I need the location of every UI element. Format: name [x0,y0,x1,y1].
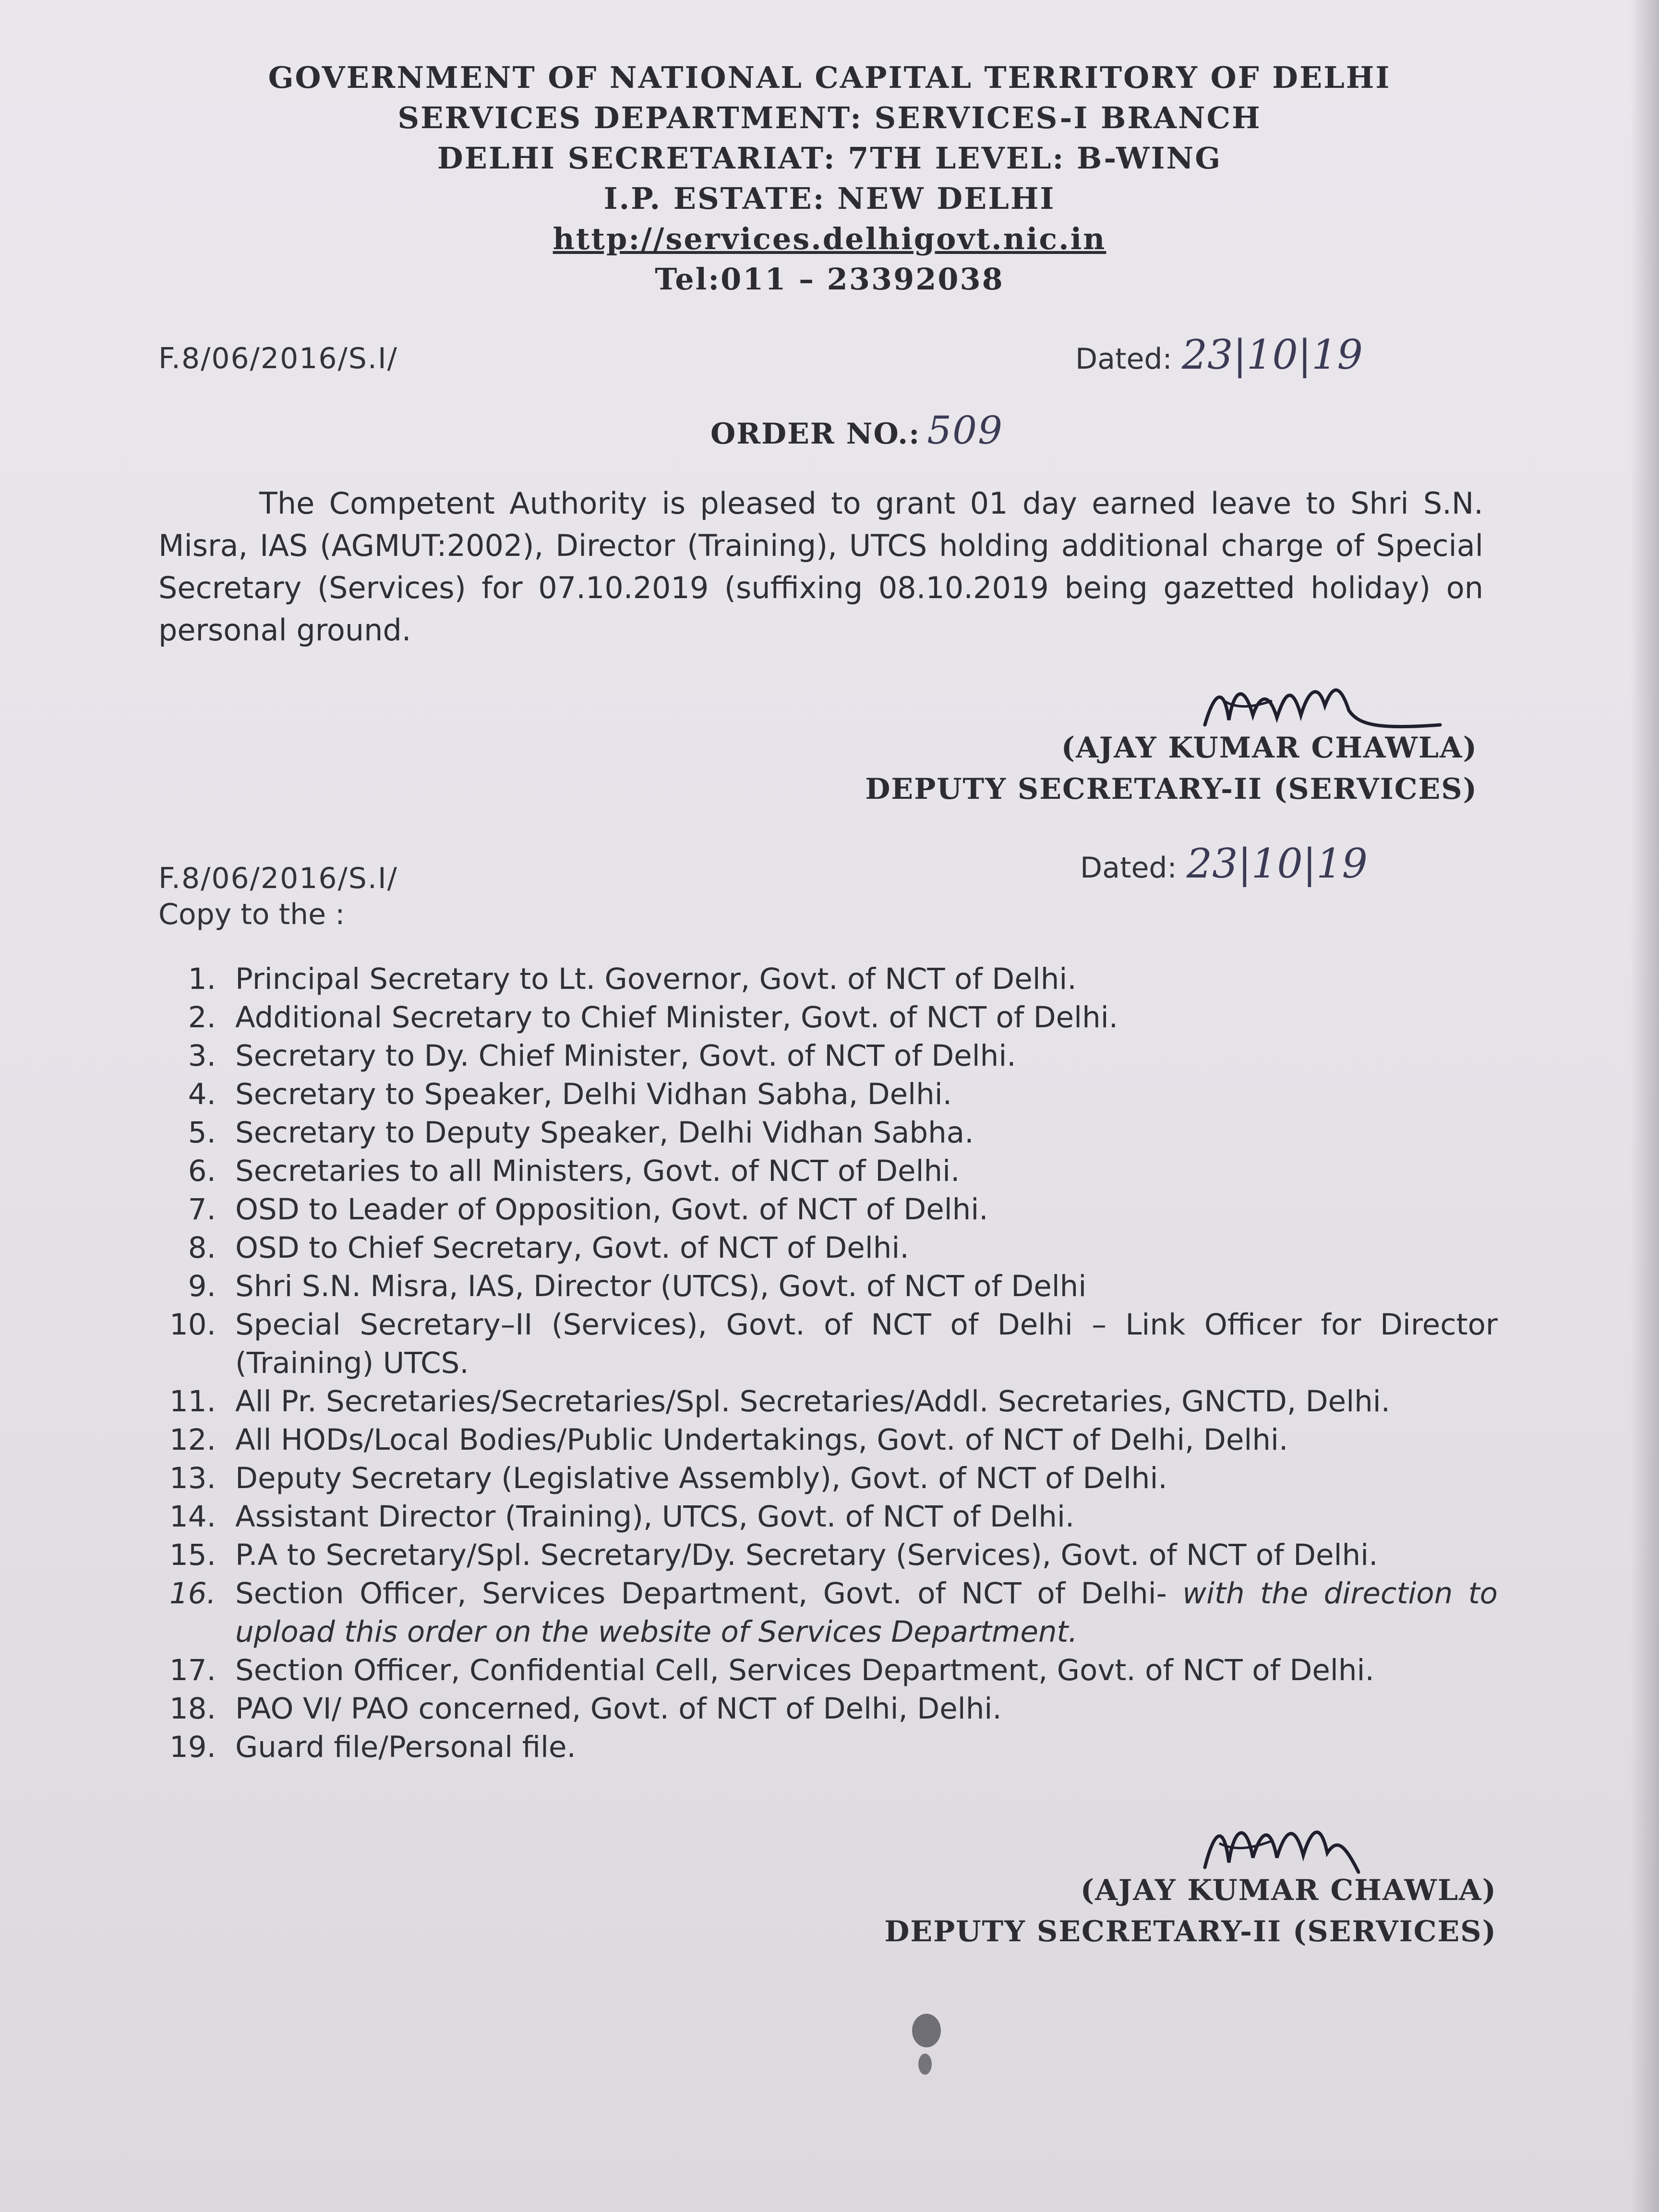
signatory-name: (AJAY KUMAR CHAWLA) [1061,731,1478,765]
letterhead [0,58,1659,300]
order-title-label: ORDER NO.: [710,417,921,451]
copy-file-number: F.8/06/2016/S.I/ [158,862,398,895]
copy-to-intro: Copy to the : [158,898,345,931]
distribution-list [163,960,1498,1767]
order-date [1075,331,1363,378]
list-item: 2. Additional Secretary to Chief Minister, Govt. of NCT of Delhi. [188,1000,1118,1034]
ink-stain [910,2011,943,2083]
order-title [710,408,1003,453]
copy-date-handwritten: 23|10|19 [1186,840,1368,887]
list-item: 17. Section Officer, Confidential Cell, Services Department, Govt. of NCT of Delhi. [169,1653,1374,1687]
order-date-handwritten: 23|10|19 [1181,331,1363,378]
list-item: 12. All HODs/Local Bodies/Public Undertakings, Govt. of NCT of Delhi, Delhi. [169,1423,1288,1457]
signatory-name: (AJAY KUMAR CHAWLA) [1080,1874,1497,1907]
signatory-designation: DEPUTY SECRETARY-II (SERVICES) [865,772,1478,806]
list-item: 19. Guard file/Personal file. [169,1730,576,1764]
letterhead-line-3: DELHI SECRETARIAT: 7TH LEVEL: B-WING [437,141,1222,176]
list-item-note: with the direction to upload this order on the website of Services Department. [235,1576,1498,1649]
order-date-label: Dated: [1075,342,1172,376]
list-item: 16. Section Officer, Services Department, Govt. of NCT of Delhi- with the direction to upload this order on the website of Services Department. [169,1576,1498,1649]
list-item: 5. Secretary to Deputy Speaker, Delhi Vidhan Sabha. [188,1116,974,1150]
list-item: 4. Secretary to Speaker, Delhi Vidhan Sabha, Delhi. [188,1077,952,1111]
page-edge-shadow [1630,0,1659,2212]
telephone: Tel:011 – 23392038 [655,262,1004,297]
letterhead-line-4: I.P. ESTATE: NEW DELHI [603,181,1056,216]
letterhead-line-1: GOVERNMENT OF NATIONAL CAPITAL TERRITORY OF DELHI [268,60,1391,95]
signature-block-2 [884,1870,1497,1952]
list-item: 11. All Pr. Secretaries/Secretaries/Spl. Secretaries/Addl. Secretaries, GNCTD, Delhi. [169,1384,1391,1419]
website-link[interactable]: http://services.delhigovt.nic.in [553,221,1106,256]
list-item: 6. Secretaries to all Ministers, Govt. of NCT of Delhi. [188,1154,960,1188]
order-body: The Competent Authority is pleased to grant 01 day earned leave to Shri S.N. Misra, IAS (AGMUT:2002), Director (Training), UTCS holding additional charge of Special Secretary (Services) for 07.10.2019 (suffixing 08.10.2019 being gazetted holiday) on personal ground. [158,486,1483,648]
list-item: 7. OSD to Leader of Opposition, Govt. of NCT of Delhi. [188,1192,988,1226]
signatory-designation: DEPUTY SECRETARY-II (SERVICES) [884,1915,1497,1948]
order-number-handwritten: 509 [927,408,1003,453]
list-item: 18. PAO VI/ PAO concerned, Govt. of NCT of Delhi, Delhi. [169,1692,1002,1726]
signature-block-1 [865,727,1478,810]
list-item: 1. Principal Secretary to Lt. Governor, Govt. of NCT of Delhi. [188,962,1077,996]
list-item: 8. OSD to Chief Secretary, Govt. of NCT of Delhi. [188,1231,909,1265]
list-item: 14. Assistant Director (Training), UTCS, Govt. of NCT of Delhi. [169,1500,1075,1534]
list-item: 3. Secretary to Dy. Chief Minister, Govt. of NCT of Delhi. [188,1039,1016,1073]
copy-date-label: Dated: [1080,851,1177,885]
list-item: 15. P.A to Secretary/Spl. Secretary/Dy. Secretary (Services), Govt. of NCT of Delhi. [169,1538,1378,1572]
letterhead-line-2: SERVICES DEPARTMENT: SERVICES-I BRANCH [397,100,1262,135]
list-item: 9. Shri S.N. Misra, IAS, Director (UTCS), Govt. of NCT of Delhi [188,1269,1087,1303]
list-item: 10. Special Secretary–II (Services), Govt. of NCT of Delhi – Link Officer for Director (Training) UTCS. [169,1308,1498,1380]
order-file-number: F.8/06/2016/S.I/ [158,342,398,375]
copy-date [1080,840,1368,887]
list-item: 13. Deputy Secretary (Legislative Assembly), Govt. of NCT of Delhi. [169,1461,1167,1495]
